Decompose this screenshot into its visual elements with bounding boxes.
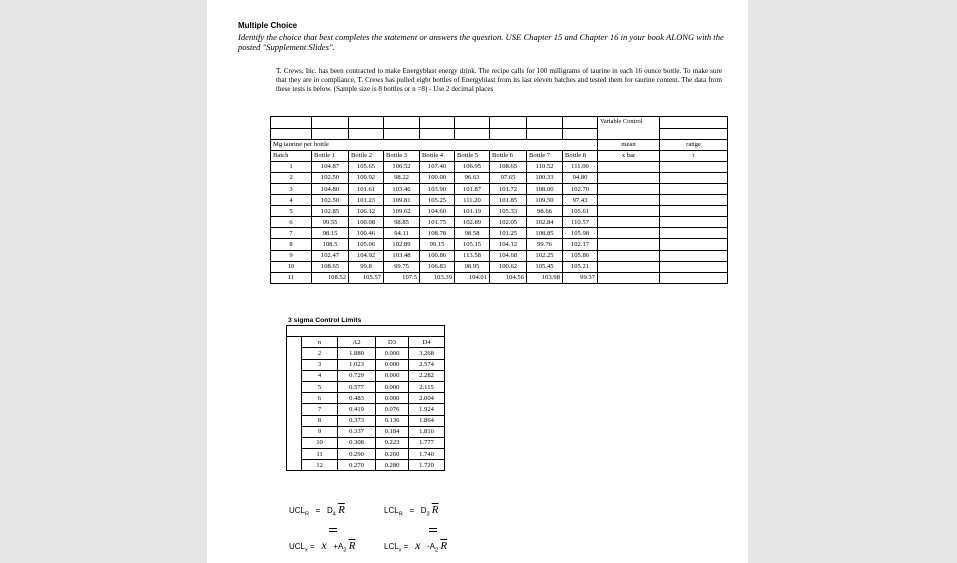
ucl-r-formula: $UCL_R$ = $D_4$ $\overline{R}$	[289, 504, 345, 518]
bottle-value-cell: 103.39	[420, 272, 455, 283]
d3-cell: 0.000	[376, 381, 409, 392]
bottle-value-cell: 101.61	[349, 183, 384, 194]
bottle-value-cell: 102.05	[490, 217, 527, 228]
mean-cell	[598, 250, 660, 261]
d4-cell: 1.777	[409, 437, 445, 448]
d3-cell: 0.184	[376, 426, 409, 437]
bottle-value-cell: 102.89	[384, 239, 420, 250]
d4-cell: 1.864	[409, 415, 445, 426]
a2-cell: 0.483	[338, 393, 376, 404]
d3-cell: 0.000	[376, 359, 409, 370]
col-header: Batch	[271, 150, 312, 161]
bottle-value-cell: 105.61	[563, 206, 598, 217]
bottle-value-cell: 106.83	[420, 261, 455, 272]
bottle-value-cell: 108.65	[312, 261, 349, 272]
table-row	[271, 172, 728, 183]
table-row	[271, 195, 728, 206]
bottle-value-cell: 102.70	[563, 183, 598, 194]
bottle-value-cell: 102.17	[563, 239, 598, 250]
table-row-blank	[287, 326, 445, 337]
batch-cell: 9	[271, 250, 312, 261]
range-cell	[660, 239, 728, 250]
range-label: range	[660, 139, 728, 150]
table-row	[271, 228, 728, 239]
d4-cell: 2.574	[409, 359, 445, 370]
bottle-value-cell: 106.12	[349, 206, 384, 217]
bottle-value-cell: 98.66	[527, 206, 563, 217]
bottle-value-cell: 104.92	[349, 250, 384, 261]
bottle-value-cell: 98.15	[312, 228, 349, 239]
bottle-value-cell: 96.63	[455, 172, 490, 183]
bottle-value-cell: 100.08	[349, 217, 384, 228]
table-row	[287, 348, 445, 359]
section-heading: Multiple Choice	[238, 21, 298, 30]
problem-statement: T. Crews, Inc. has been contracted to make Energyblast energy drink. The recipe calls for 100 milligrams of taurine in each 16 ounce bottle. To make sure that they are in compliance, T. Crews has pulled eight bottles of Energyblast from its last eleven batches and tested them for taurine content. The data from these tests is below. (Sample size is 8 bottles or n =8) - Use 2 decimal places	[276, 67, 722, 94]
bottle-value-cell: 97.65	[490, 172, 527, 183]
table-row	[271, 261, 728, 272]
bottle-value-cell: 100.62	[490, 261, 527, 272]
col-header: Bottle 7	[527, 150, 563, 161]
bottle-value-cell: 98.85	[384, 217, 420, 228]
col-header: A2	[338, 337, 376, 348]
xbar-label: x bar	[598, 150, 660, 161]
table-row	[287, 460, 445, 471]
bottle-value-cell: 103.46	[384, 183, 420, 194]
table-row	[287, 426, 445, 437]
taurine-data-table	[270, 116, 728, 284]
table-row	[271, 183, 728, 194]
range-cell	[660, 261, 728, 272]
table-row-header-top2	[271, 129, 728, 140]
bottle-value-cell: 104.01	[455, 272, 490, 283]
bottle-value-cell: 111.20	[455, 195, 490, 206]
bottle-value-cell: 109.50	[527, 195, 563, 206]
col-header: Bottle 2	[349, 150, 384, 161]
sigma-limits-title: 3 sigma Control Limits	[288, 317, 362, 324]
d3-cell: 0.280	[376, 460, 409, 471]
document-page	[207, 0, 748, 563]
range-cell	[660, 172, 728, 183]
d4-cell: 1.720	[409, 460, 445, 471]
col-header: Bottle 6	[490, 150, 527, 161]
n-cell: 12	[302, 460, 338, 471]
xbar-double-bar-mark	[429, 525, 437, 534]
bottle-value-cell: 106.95	[455, 161, 490, 172]
a2-cell: 1.880	[338, 348, 376, 359]
bottle-value-cell: 111.00	[563, 161, 598, 172]
bottle-value-cell: 108.85	[527, 228, 563, 239]
bottle-value-cell: 103.98	[527, 272, 563, 283]
bottle-value-cell: 109.81	[384, 195, 420, 206]
a2-cell: 0.373	[338, 415, 376, 426]
bottle-value-cell: 104.12	[490, 239, 527, 250]
col-header: Bottle 4	[420, 150, 455, 161]
n-cell: 8	[302, 415, 338, 426]
a2-cell: 0.270	[338, 460, 376, 471]
d4-cell: 1.816	[409, 426, 445, 437]
table-row	[287, 359, 445, 370]
bottle-value-cell: 102.89	[455, 217, 490, 228]
bottle-value-cell: 101.25	[490, 228, 527, 239]
a2-cell: 0.577	[338, 381, 376, 392]
mean-cell	[598, 261, 660, 272]
table-row	[271, 206, 728, 217]
mean-cell	[598, 172, 660, 183]
n-cell: 6	[302, 393, 338, 404]
range-cell	[660, 250, 728, 261]
bottle-value-cell: 99.55	[312, 217, 349, 228]
table-row	[271, 161, 728, 172]
a2-cell: 1.023	[338, 359, 376, 370]
bottle-value-cell: 98.22	[384, 172, 420, 183]
range-cell	[660, 206, 728, 217]
d4-cell: 1.740	[409, 449, 445, 460]
bottle-value-cell: 102.85	[312, 206, 349, 217]
a2-cell: 0.337	[338, 426, 376, 437]
d4-cell: 2.004	[409, 393, 445, 404]
bottle-value-cell: 100.86	[420, 250, 455, 261]
bottle-value-cell: 100.92	[349, 172, 384, 183]
d3-cell: 0.000	[376, 393, 409, 404]
bottle-value-cell: 107.5	[384, 272, 420, 283]
n-cell: 4	[302, 370, 338, 381]
bottle-value-cell: 101.23	[349, 195, 384, 206]
bottle-value-cell: 105.25	[420, 195, 455, 206]
bottle-value-cell: 105.06	[349, 239, 384, 250]
table-row	[287, 381, 445, 392]
d3-cell: 0.000	[376, 348, 409, 359]
bottle-value-cell: 105.21	[563, 261, 598, 272]
bottle-value-cell: 105.86	[563, 250, 598, 261]
bottle-value-cell: 101.72	[490, 183, 527, 194]
bottle-value-cell: 109.62	[384, 206, 420, 217]
bottle-value-cell: 102.84	[527, 217, 563, 228]
table-row	[287, 393, 445, 404]
batch-cell: 11	[271, 272, 312, 283]
batch-cell: 7	[271, 228, 312, 239]
bottle-value-cell: 108.00	[527, 183, 563, 194]
a2-cell: 0.729	[338, 370, 376, 381]
mean-cell	[598, 239, 660, 250]
mean-cell	[598, 217, 660, 228]
bottle-value-cell: 102.47	[312, 250, 349, 261]
batch-cell: 10	[271, 261, 312, 272]
bottle-value-cell: 99.76	[527, 239, 563, 250]
mean-cell	[598, 228, 660, 239]
table-row	[287, 449, 445, 460]
bottle-value-cell: 102.50	[312, 172, 349, 183]
d3-cell: 0.223	[376, 437, 409, 448]
table-row	[271, 239, 728, 250]
range-cell	[660, 272, 728, 283]
bottle-value-cell: 105.15	[455, 239, 490, 250]
range-cell	[660, 195, 728, 206]
control-limits-table	[286, 325, 445, 471]
mg-taurine-label: Mg taurine per bottle	[271, 139, 598, 150]
table-row	[287, 415, 445, 426]
col-header: D3	[376, 337, 409, 348]
col-header: Bottle 3	[384, 150, 420, 161]
bottle-value-cell: 98.58	[455, 228, 490, 239]
table-row-mg-label	[271, 139, 728, 150]
mean-cell	[598, 272, 660, 283]
bottle-value-cell: 105.98	[563, 228, 598, 239]
batch-cell: 2	[271, 172, 312, 183]
bottle-value-cell: 104.87	[312, 161, 349, 172]
bottle-value-cell: 94.11	[384, 228, 420, 239]
bottle-value-cell: 110.57	[563, 217, 598, 228]
ucl-x-formula: $UCL_x$ = x $+A_2$ $\overline{R}$	[289, 538, 356, 554]
n-cell: 9	[302, 426, 338, 437]
batch-cell: 6	[271, 217, 312, 228]
bottle-value-cell: 104.56	[490, 272, 527, 283]
batch-cell: 3	[271, 183, 312, 194]
range-cell	[660, 161, 728, 172]
bottle-value-cell: 105.33	[490, 206, 527, 217]
r-label: r	[660, 150, 728, 161]
bottle-value-cell: 98.95	[455, 261, 490, 272]
bottle-value-cell: 101.87	[455, 183, 490, 194]
col-header: D4	[409, 337, 445, 348]
bottle-value-cell: 105.57	[349, 272, 384, 283]
d3-cell: 0.136	[376, 415, 409, 426]
bottle-value-cell: 104.60	[420, 206, 455, 217]
n-cell: 2	[302, 348, 338, 359]
bottle-value-cell: 113.58	[455, 250, 490, 261]
bottle-value-cell: 103.48	[384, 250, 420, 261]
bottle-value-cell: 110.52	[527, 161, 563, 172]
instructions-text: Identify the choice that best completes the statement or answers the question. USE Chapter 15 and Chapter 16 in your book ALONG with the posted "Supplement Slides".	[238, 32, 724, 52]
table-row	[271, 250, 728, 261]
range-cell	[660, 228, 728, 239]
n-cell: 7	[302, 404, 338, 415]
lcl-r-formula: $LCL_R$ = $D_3$ $\overline{R}$	[384, 504, 439, 518]
table-row	[287, 404, 445, 415]
mean-cell	[598, 161, 660, 172]
bottle-value-cell: 103.90	[420, 183, 455, 194]
bottle-value-cell: 101.85	[490, 195, 527, 206]
table-body	[271, 161, 728, 283]
bottle-value-cell: 101.19	[455, 206, 490, 217]
a2-cell: 0.290	[338, 449, 376, 460]
table-row	[271, 217, 728, 228]
d4-cell: 2.282	[409, 370, 445, 381]
a2-cell: 0.308	[338, 437, 376, 448]
bottle-value-cell: 108.78	[420, 228, 455, 239]
col-header: Bottle 5	[455, 150, 490, 161]
bottle-value-cell: 108.5	[312, 239, 349, 250]
bottle-value-cell: 108.65	[490, 161, 527, 172]
bottle-value-cell: 108.52	[312, 272, 349, 283]
table-column-headers	[271, 150, 728, 161]
d4-cell: 1.924	[409, 404, 445, 415]
range-cell	[660, 217, 728, 228]
bottle-value-cell: 102.25	[527, 250, 563, 261]
d3-cell: 0.000	[376, 370, 409, 381]
col-header: Bottle 1	[312, 150, 349, 161]
d3-cell: 0.260	[376, 449, 409, 460]
bottle-value-cell: 104.80	[312, 183, 349, 194]
n-cell: 3	[302, 359, 338, 370]
bottle-value-cell: 99.75	[384, 261, 420, 272]
n-cell: 10	[302, 437, 338, 448]
table-row	[287, 370, 445, 381]
bottle-value-cell: 99.15	[420, 239, 455, 250]
range-cell	[660, 183, 728, 194]
n-cell: 5	[302, 381, 338, 392]
lcl-x-formula: $LCL_x$ = x $-A_2$ $\overline{R}$	[384, 538, 448, 554]
mean-cell	[598, 206, 660, 217]
mean-cell	[598, 183, 660, 194]
bottle-value-cell: 94.80	[563, 172, 598, 183]
control-limits-body	[287, 326, 445, 471]
table-row	[287, 437, 445, 448]
col-header: Bottle 8	[563, 150, 598, 161]
table-column-headers	[287, 337, 445, 348]
bottle-value-cell: 102.50	[312, 195, 349, 206]
bottle-value-cell: 101.75	[420, 217, 455, 228]
bottle-value-cell: 107.40	[420, 161, 455, 172]
bottle-value-cell: 99.8	[349, 261, 384, 272]
table-row-header-top	[271, 117, 728, 129]
bottle-value-cell: 100.33	[527, 172, 563, 183]
table-row	[271, 272, 728, 283]
bottle-value-cell: 104.68	[490, 250, 527, 261]
variable-control-label: Variable Control	[598, 117, 660, 140]
bottle-value-cell: 97.43	[563, 195, 598, 206]
bottle-value-cell: 100.46	[349, 228, 384, 239]
batch-cell: 8	[271, 239, 312, 250]
batch-cell: 1	[271, 161, 312, 172]
bottle-value-cell: 106.52	[384, 161, 420, 172]
d3-cell: 0.076	[376, 404, 409, 415]
bottle-value-cell: 99.37	[563, 272, 598, 283]
batch-cell: 5	[271, 206, 312, 217]
mean-label: mean	[598, 139, 660, 150]
bottle-value-cell: 105.65	[349, 161, 384, 172]
bottle-value-cell: 100.00	[420, 172, 455, 183]
col-header: n	[302, 337, 338, 348]
a2-cell: 0.419	[338, 404, 376, 415]
d4-cell: 3.268	[409, 348, 445, 359]
bottle-value-cell: 105.45	[527, 261, 563, 272]
batch-cell: 4	[271, 195, 312, 206]
xbar-double-bar-mark	[329, 525, 337, 534]
d4-cell: 2.115	[409, 381, 445, 392]
n-cell: 11	[302, 449, 338, 460]
mean-cell	[598, 195, 660, 206]
